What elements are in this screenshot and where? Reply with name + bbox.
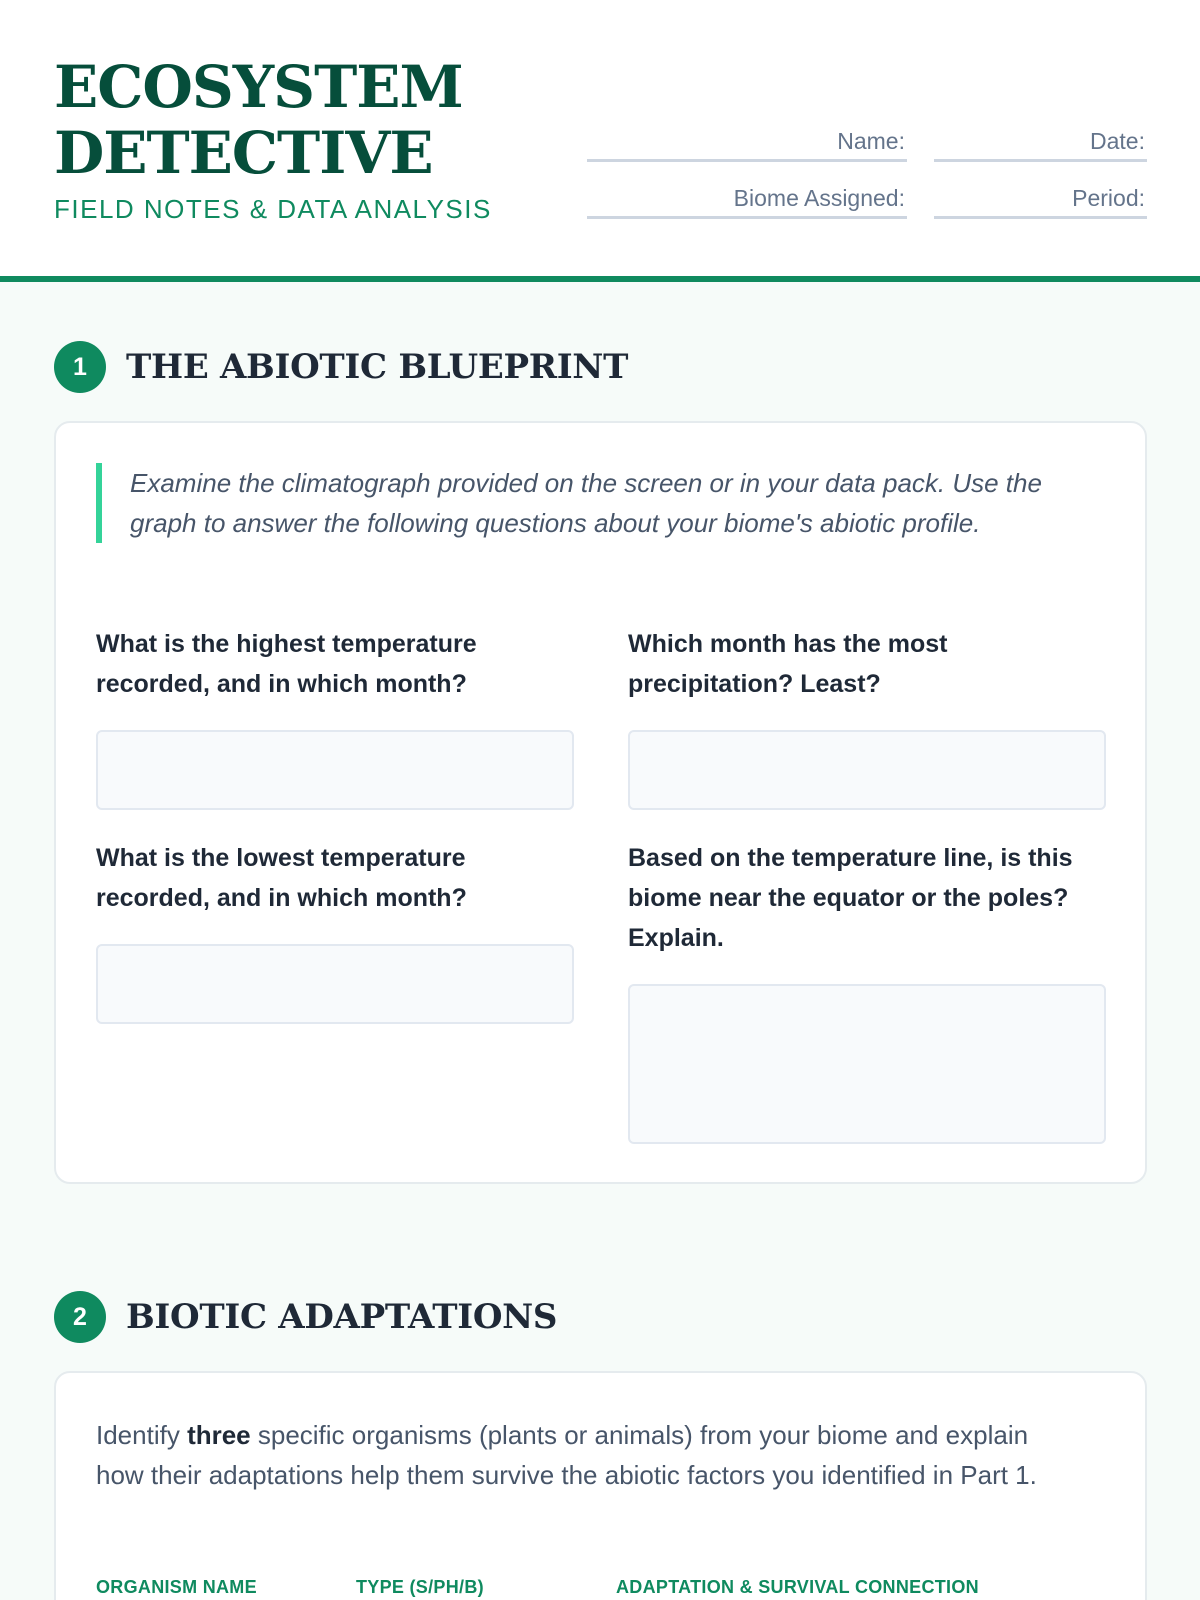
answer-box-equator-or-poles[interactable]	[628, 984, 1106, 1144]
instructions-text-post: specific organisms (plants or animals) from your biome and explain how their adaptations help them survive the abiotic factors you identified in Part 1.	[96, 1420, 1037, 1490]
date-field[interactable]	[934, 128, 1147, 162]
period-label: Period:	[1072, 185, 1145, 211]
section-1-heading	[54, 341, 628, 393]
question-equator-or-poles: Based on the temperature line, is this biome near the equator or the poles? Explain.	[628, 844, 1073, 952]
date-label: Date:	[1090, 128, 1145, 154]
title-line-2: DETECTIVE	[54, 119, 433, 187]
worksheet-subtitle: FIELD NOTES & DATA ANALYSIS	[54, 194, 492, 224]
period-field[interactable]	[934, 185, 1147, 219]
question-precipitation: Which month has the most precipitation? Least?	[628, 630, 948, 698]
section-2-instructions	[96, 1415, 1056, 1495]
name-label: Name:	[837, 128, 905, 154]
answer-box-precipitation[interactable]	[628, 730, 1106, 810]
biome-field[interactable]	[587, 185, 907, 219]
biome-label: Biome Assigned:	[733, 185, 905, 211]
question-highest-temperature: What is the highest temperature recorded, and in which month?	[96, 630, 477, 698]
instructions-text-pre: Identify	[96, 1420, 188, 1450]
section-1-instructions: Examine the climatograph provided on the screen or in your data pack. Use the graph to answer the following questions about your biome's abiotic profile.	[96, 463, 1076, 543]
title-line-1: ECOSYSTEM	[54, 53, 463, 121]
instructions-emphasis: three	[187, 1420, 251, 1450]
answer-box-lowest-temperature[interactable]	[96, 944, 574, 1024]
section-2-number-badge: 2	[54, 1291, 106, 1343]
name-field[interactable]	[587, 128, 907, 162]
section-2-heading	[54, 1291, 557, 1343]
question-lowest-temperature: What is the lowest temperature recorded, and in which month?	[96, 844, 467, 912]
section-2-title: BIOTIC ADAPTATIONS	[126, 1297, 558, 1337]
section-1-card	[54, 421, 1147, 1184]
section-1-number-badge: 1	[54, 341, 106, 393]
worksheet-header	[0, 0, 1200, 282]
column-header-adaptation: ADAPTATION & SURVIVAL CONNECTION	[616, 1577, 979, 1597]
title-block	[54, 54, 492, 225]
section-1-title: THE ABIOTIC BLUEPRINT	[126, 347, 629, 387]
section-2-card	[54, 1371, 1147, 1600]
column-header-organism-name: ORGANISM NAME	[96, 1577, 257, 1597]
answer-box-highest-temperature[interactable]	[96, 730, 574, 810]
worksheet-title	[54, 54, 492, 186]
column-header-type: TYPE (S/PH/B)	[356, 1577, 484, 1597]
